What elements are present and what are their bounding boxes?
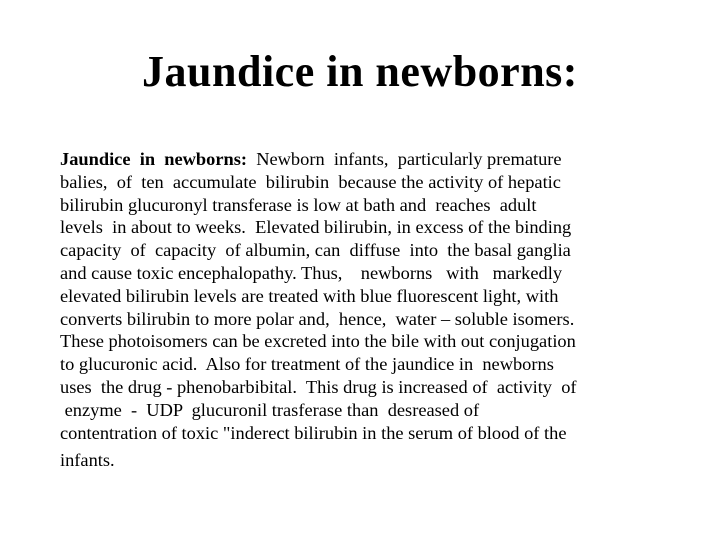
body-text <box>60 148 680 472</box>
text-line-13: contentration of toxic "inderect bilirubin in the serum of blood of the <box>60 422 567 443</box>
text-line-2: balies, of ten accumulate bilirubin because the activity of hepatic <box>60 171 561 192</box>
slide-title: Jaundice in newborns: <box>142 47 578 96</box>
text-line-4: levels in about to weeks. Elevated bilirubin, in excess of the binding <box>60 217 572 238</box>
text-line-11: uses the drug - phenobarbibital. This drug is increased of activity of <box>60 376 577 397</box>
text-line-6: and cause toxic encephalopathy. Thus, newborns with markedly <box>60 262 563 283</box>
text-line-10: to glucuronic acid. Also for treatment of the jaundice in newborns <box>60 354 554 375</box>
text-line-1-rest: Newborn infants, particularly premature <box>247 149 562 169</box>
text-line-3: bilirubin glucuronyl transferase is low at bath and reaches adult <box>60 194 537 215</box>
text-line-1 <box>60 148 680 171</box>
text-line-5: capacity of capacity of albumin, can diffuse into the basal ganglia <box>60 240 571 261</box>
text-line-12: enzyme - UDP glucuronil trasferase than desreased of <box>60 399 480 420</box>
text-line-9: These photoisomers can be excreted into the bile with out conjugation <box>60 331 576 352</box>
text-line-14: infants. <box>60 450 115 471</box>
text-line-7: elevated bilirubin levels are treated with blue fluorescent light, with <box>60 285 559 306</box>
text-line-8: converts bilirubin to more polar and, hence, water – soluble isomers. <box>60 308 575 329</box>
lead-heading: Jaundice in newborns: <box>60 149 248 169</box>
